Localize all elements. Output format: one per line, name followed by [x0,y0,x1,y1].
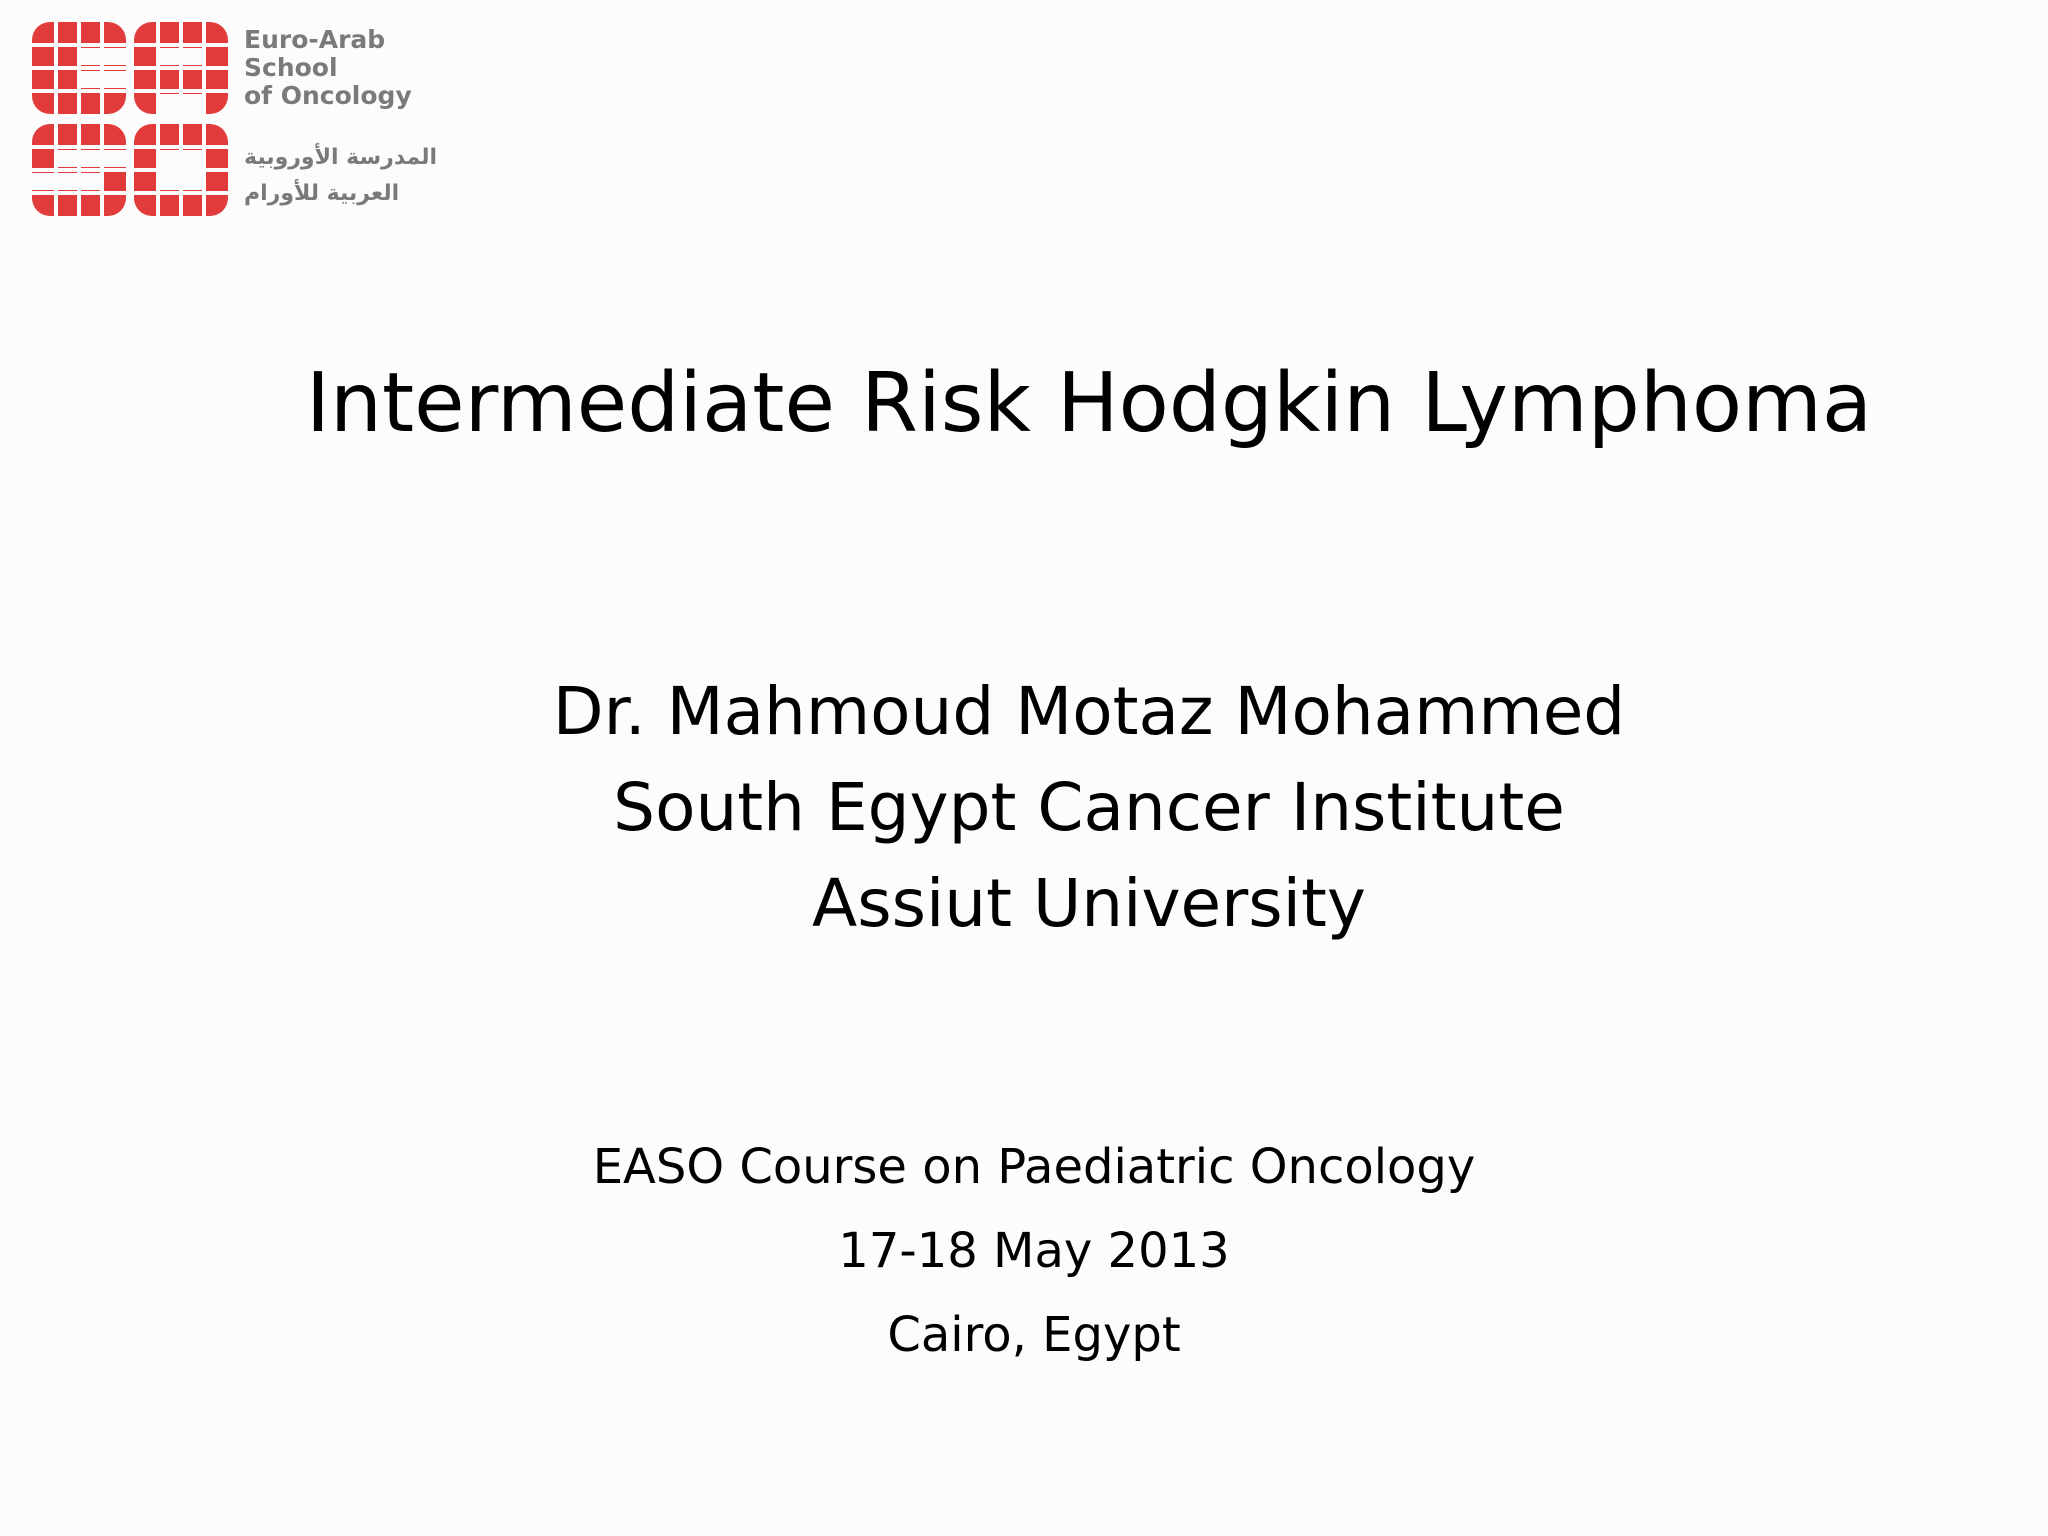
logo-name-english [244,26,412,110]
author-block [0,664,2048,952]
logo-name-arabic [244,140,464,212]
slide-title: Intermediate Risk Hodgkin Lymphoma [305,356,1873,451]
event-course: EASO Course on Paediatric Oncology [592,1139,1476,1195]
author-institute: South Egypt Cancer Institute [613,769,1565,846]
logo-name-line: of Oncology [244,81,412,110]
easo-logo [32,22,452,222]
logo-name-line: School [244,53,338,82]
author-university: Assiut University [812,865,1366,942]
author-name: Dr. Mahmoud Motaz Mohammed [552,673,1626,750]
event-date: 17-18 May 2013 [838,1223,1230,1279]
logo-name-line: Euro-Arab [244,25,386,54]
easo-logo-mark [32,22,232,218]
logo-name-ar-line: المدرسة الأوروبية [244,145,438,170]
event-block [0,1125,2048,1377]
event-location: Cairo, Egypt [887,1307,1181,1363]
logo-name-ar-line: العربية للأورام [244,181,400,206]
